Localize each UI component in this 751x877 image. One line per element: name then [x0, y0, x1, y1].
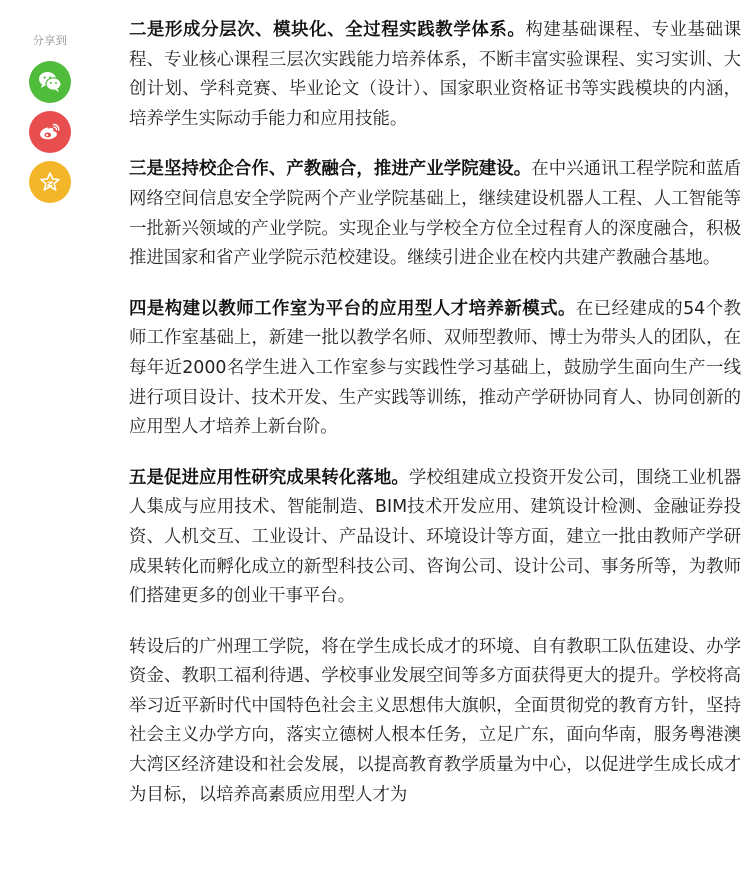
- star-icon: [39, 171, 61, 193]
- article-paragraph: [129, 155, 741, 273]
- paragraph-text: 在已经建成的54个教师工作室基础上，新建一批以教学名师、双师型教师、博士为带头人的团队，在每年近2000名学生进入工作室参与实践性学习基础上，鼓励学生面向生产一线进行项目设计、技术开发、生产实践等训练，推动产学研协同育人、协同创新的应用型人才培养上新台阶。: [129, 298, 741, 438]
- paragraph-text: 学校组建成立投资开发公司，围绕工业机器人集成与应用技术、智能制造、BIM技术开发应用、建筑设计检测、金融证券投资、人机交互、工业设计、产品设计、环境设计等方面，建立一批由教师产学研成果转化而孵化成立的新型科技公司、咨询公司、设计公司、事务所等，为教师们搭建更多的创业干事平台。: [129, 467, 741, 607]
- article-paragraph: [129, 295, 741, 443]
- article-paragraph: [129, 633, 741, 811]
- paragraph-lead: 三是坚持校企合作、产教融合，推进产业学院建设。: [129, 159, 532, 180]
- wechat-icon: [38, 71, 62, 93]
- article-body: [129, 16, 741, 831]
- share-favorite-button[interactable]: [29, 161, 71, 203]
- weibo-icon: [38, 121, 62, 143]
- paragraph-lead: 二是形成分层次、模块化、全过程实践教学体系。: [129, 20, 526, 40]
- paragraph-text: 构建基础课程、专业基础课程、专业核心课程三层次实践能力培养体系，不断丰富实验课程、实习实训、大创计划、学科竞赛、毕业论文（设计）、国家职业资格证书等实践模块的内涵，培养学生实际动手能力和应用技能。: [129, 20, 741, 129]
- share-weibo-button[interactable]: [29, 111, 71, 153]
- paragraph-text: 在中兴通讯工程学院和蓝盾网络空间信息安全学院两个产业学院基础上，继续建设机器人工程、人工智能等一批新兴领域的产业学院。实现企业与学校全方位全过程育人的深度融合，积极推进国家和省产业学院示范校建设。继续引进企业在校内共建产教融合基地。: [129, 159, 741, 269]
- share-label: 分享到: [32, 34, 68, 47]
- article-paragraph: [129, 16, 741, 134]
- article-paragraph: [129, 464, 741, 612]
- share-bar: [29, 34, 71, 211]
- paragraph-lead: 五是促进应用性研究成果转化落地。: [129, 467, 409, 488]
- share-wechat-button[interactable]: [29, 61, 71, 103]
- paragraph-lead: 四是构建以教师工作室为平台的应用型人才培养新模式。: [129, 298, 576, 319]
- paragraph-text: 转设后的广州理工学院，将在学生成长成才的环境、自有教职工队伍建设、办学资金、教职工福利待遇、学校事业发展空间等多方面获得更大的提升。学校将高举习近平新时代中国特色社会主义思想伟大旗帜，全面贯彻党的教育方针，坚持社会主义办学方向，落实立德树人根本任务，立足广东，面向华南，服务粤港澳大湾区经济建设和社会发展，以提高教育教学质量为中心，以促进学生成长成才为目标，以培养高素质应用型人才为: [129, 636, 741, 805]
